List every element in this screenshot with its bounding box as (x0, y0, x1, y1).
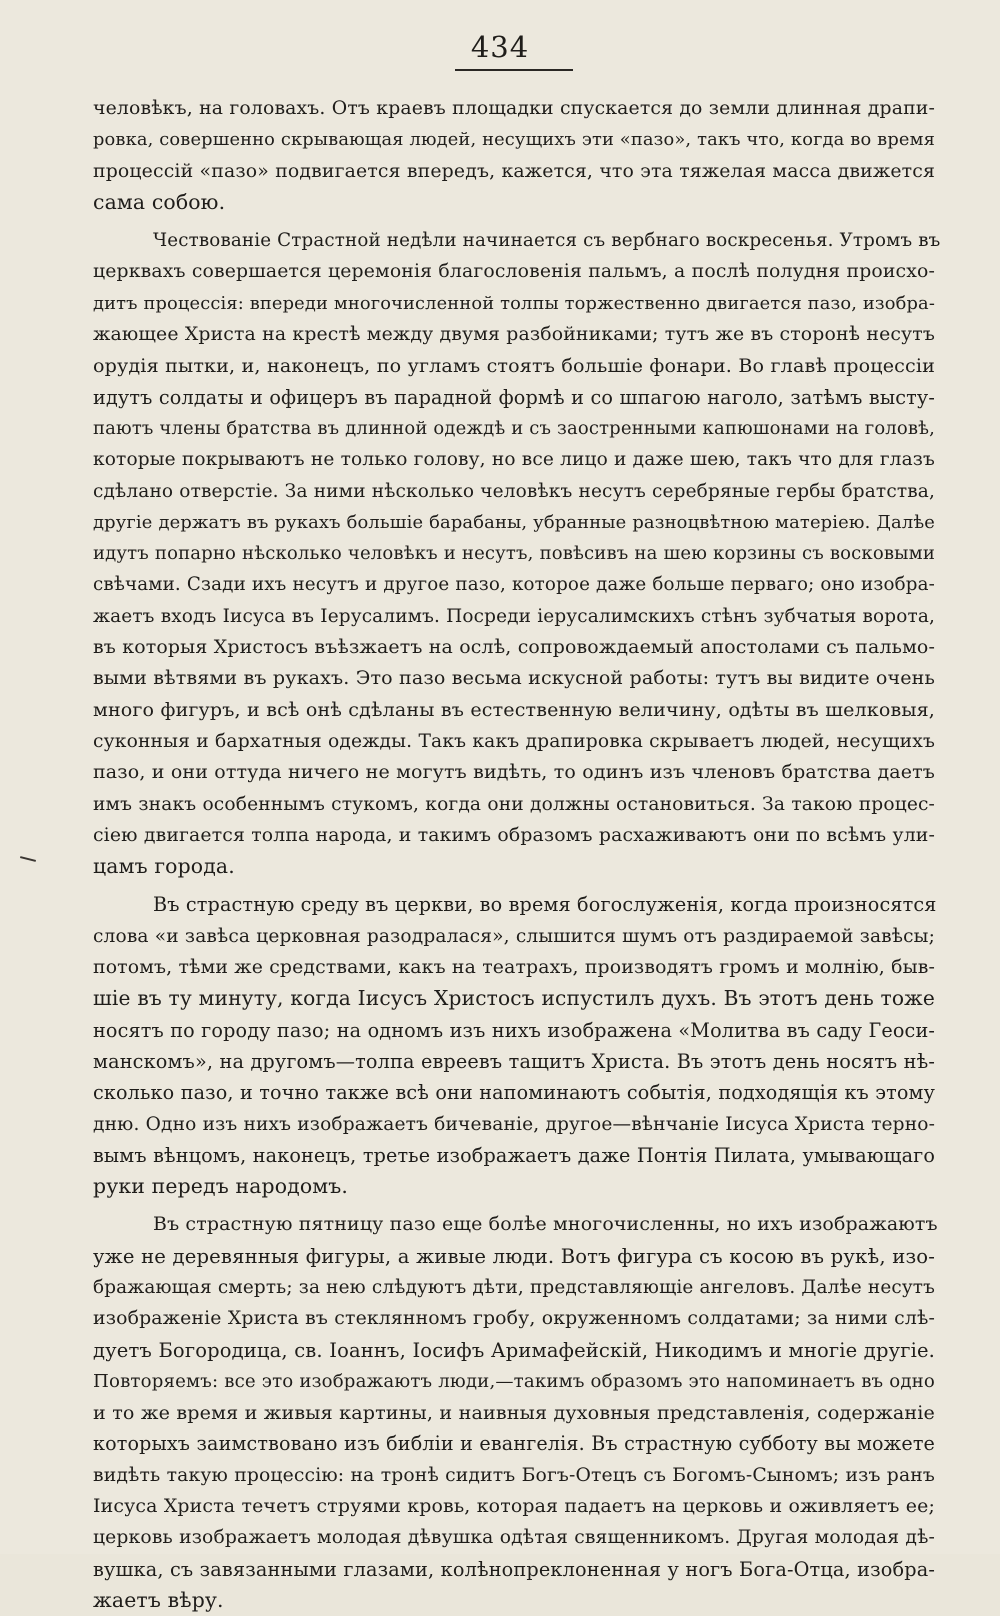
text-line: которые покрываютъ не только голову, но все лицо и даже шею, такъ что для глазъ (93, 449, 935, 471)
text-line: руки передъ народомъ. (93, 1174, 349, 1199)
text-line: видѣть такую процессію: на тронѣ сидитъ Богъ-Отецъ съ Богомъ-Сыномъ; изъ ранъ (93, 1464, 935, 1486)
text-line: свѣчами. Сзади ихъ несутъ и другое пазо, которое даже больше перваго; оно изобра- (93, 574, 935, 596)
text-line: церквахъ совершается церемонія благословенія пальмъ, а послѣ полудня происхо- (93, 261, 935, 283)
text-line: Чествованіе Страстной недѣли начинается съ вербнаго воскресенья. Утромъ въ (153, 230, 941, 252)
text-line: процессій «пазо» подвигается впередъ, кажется, что эта тяжелая масса движется (93, 160, 935, 182)
text-line: дуетъ Богородица, св. Іоаннъ, Іосифъ Аримафейскій, Никодимъ и многіе другіе. (93, 1338, 935, 1362)
margin-mark (20, 856, 36, 862)
text-line: церковь изображаетъ молодая дѣвушка одѣтая священникомъ. Другая молодая дѣ- (93, 1527, 935, 1549)
text-line: бражающая смерть; за нею слѣдуютъ дѣти, представляющіе ангеловъ. Далѣе несутъ (93, 1276, 935, 1298)
text-line: жаетъ вѣру. (93, 1587, 224, 1612)
text-line: носятъ по городу пазо; на одномъ изъ нихъ изображена «Молитва въ саду Геоси- (93, 1018, 935, 1042)
text-line: паютъ члены братства въ длинной одеждѣ и съ заостренными капюшонами на головѣ, (93, 417, 935, 439)
text-line: которыхъ заимствовано изъ библіи и евангелія. Въ страстную субботу вы можете (93, 1432, 935, 1456)
paragraph (93, 889, 935, 1202)
text-line: жающее Христа на крестѣ между двумя разбойниками; тутъ же въ сторонѣ несутъ (93, 324, 935, 346)
text-line: изображеніе Христа въ стеклянномъ гробу, окруженномъ солдатами; за ними слѣ- (93, 1308, 935, 1330)
text-line: дню. Одно изъ нихъ изображаетъ бичеваніе, другое—вѣнчаніе Іисуса Христа терно- (93, 1113, 935, 1135)
text-line: манскомъ», на другомъ—толпа евреевъ тащитъ Христа. Въ этотъ день носятъ нѣ- (93, 1049, 935, 1073)
text-line: человѣкъ, на головахъ. Отъ краевъ площадки спускается до земли длинная драпи- (93, 98, 935, 119)
text-line: орудія пытки, и, наконецъ, по угламъ стоятъ большіе фонари. Во главѣ процессіи (93, 354, 935, 378)
text-line: сдѣлано отверстіе. За ними нѣсколько человѣкъ несутъ серебряные гербы братства, (93, 480, 935, 502)
text-line: ровка, совершенно скрывающая людей, несущихъ эти «пазо», такъ что, когда во время (93, 129, 935, 151)
text-line: много фигуръ, и всѣ онѣ сдѣланы въ естественную величину, одѣты въ шелковыя, (93, 698, 935, 721)
text-line: дитъ процессія: впереди многочисленной толпы торжественно двигается пазо, изобра- (93, 292, 935, 314)
text-line: уже не деревянныя фигуры, а живые люди. Вотъ фигура съ косою въ рукѣ, изо- (93, 1244, 935, 1268)
text-line: жаетъ входъ Іисуса въ Іерусалимъ. Посреди іерусалимскихъ стѣнъ зубчатыя ворота, (93, 605, 935, 627)
text-line: шіе въ ту минуту, когда Іисусъ Христосъ испустилъ духъ. Въ этотъ день тоже (93, 986, 935, 1011)
text-line: Въ страстную среду въ церкви, во время богослуженія, когда произносятся (153, 893, 937, 917)
text-line: цамъ города. (93, 854, 235, 879)
text-line: вушка, съ завязанными глазами, колѣнопреклоненная у ногъ Бога-Отца, изобра- (93, 1557, 935, 1581)
text-line: другіе держатъ въ рукахъ большіе барабаны, убранные разноцвѣтною матеріею. Далѣе (93, 511, 935, 533)
text-line: вымъ вѣнцомъ, наконецъ, третье изображаетъ даже Понтія Пилата, умывающаго (93, 1143, 935, 1167)
text-line: сколько пазо, и точно также всѣ они напоминаютъ событія, подходящія къ этому (93, 1081, 935, 1105)
text-line: потомъ, тѣми же средствами, какъ на театрахъ, производятъ громъ и молнію, быв- (93, 957, 935, 979)
text-line: суконныя и бархатныя одежды. Такъ какъ драпировка скрываетъ людей, несущихъ (93, 730, 935, 752)
text-line: и то же время и живыя картины, и наивныя духовныя представленія, содержаніе (93, 1401, 935, 1425)
text-line: сіею двигается толпа народа, и такимъ образомъ расхаживаютъ они по всѣмъ ули- (93, 824, 935, 846)
text-line: Повторяемъ: все это изображаютъ люди,—такимъ образомъ это напоминаетъ въ одно (93, 1370, 935, 1392)
text-line: въ которыя Христосъ въѣзжаетъ на ослѣ, сопровождаемый апостолами съ пальмо- (93, 636, 935, 659)
text-line: имъ знакъ особеннымъ стукомъ, когда они должны остановиться. За такою процес- (93, 793, 935, 815)
text-body (93, 93, 941, 1616)
text-line: слова «и завѣса церковная разодралася», слышится шумъ отъ раздираемой завѣсы; (93, 925, 935, 947)
paragraph (93, 1209, 938, 1616)
text-line: идутъ попарно нѣсколько человѣкъ и несутъ, повѣсивъ на шею корзины съ восковыми (93, 543, 935, 565)
header-rule (455, 69, 573, 71)
text-line: Въ страстную пятницу пазо еще болѣе многочисленны, но ихъ изображаютъ (153, 1213, 938, 1236)
text-line: идутъ солдаты и офицеръ въ парадной формѣ и со шпагою наголо, затѣмъ высту- (93, 385, 935, 409)
paragraph (93, 225, 941, 882)
text-line: пазо, и они оттуда ничего не могутъ видѣть, то одинъ изъ членовъ братства даетъ (93, 761, 935, 784)
text-line: Іисуса Христа течетъ струями кровь, которая падаетъ на церковь и оживляетъ ее; (93, 1495, 935, 1518)
paragraph (93, 93, 935, 218)
text-line: сама собою. (93, 189, 226, 214)
text-line: выми вѣтвями въ рукахъ. Это пазо весьма искусной работы: тутъ вы видите очень (93, 667, 935, 690)
page-number: 434 (470, 30, 530, 64)
